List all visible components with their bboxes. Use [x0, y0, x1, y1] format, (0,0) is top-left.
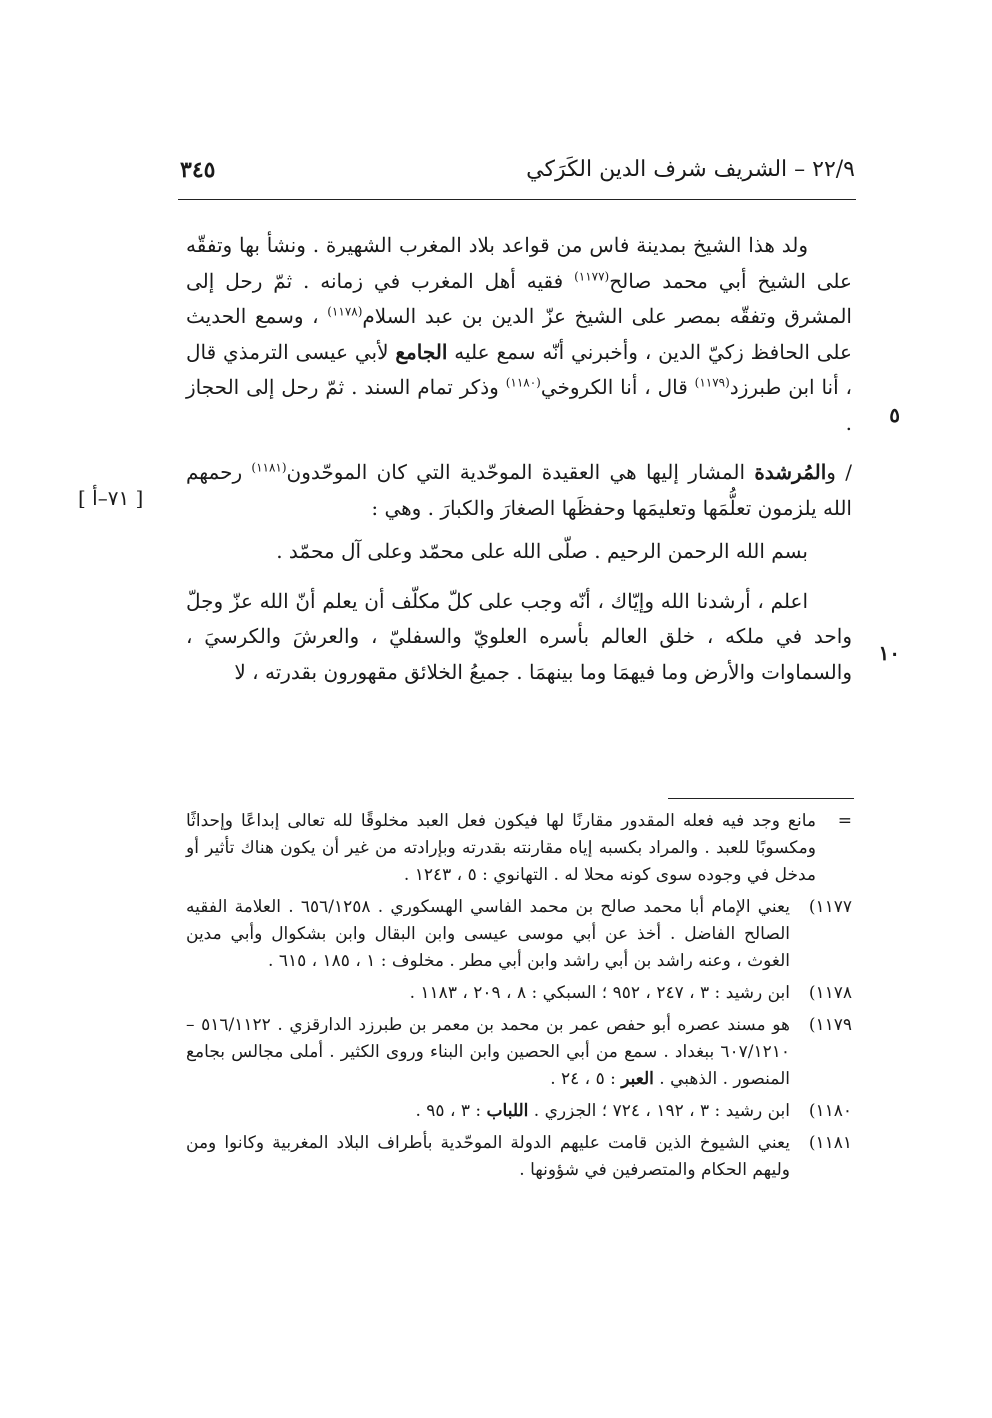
footnote-rule — [668, 798, 854, 799]
page-number: ٣٤٥ — [180, 157, 216, 183]
running-header — [180, 150, 855, 190]
footnote-ref-1177: (١١٧٧) — [574, 268, 610, 283]
footnote-ref-1179: (١١٧٩) — [694, 375, 730, 390]
footnote-number: ١١٨١) — [808, 1133, 852, 1153]
paragraph-basmala: بسم الله الرحمن الرحيم . صلّى الله على محمّد وعلى آل محمّد . — [276, 539, 808, 563]
footnote-text: : ٥ ، ٢٤ . — [550, 1069, 622, 1089]
footnote-number: ١١٨٠) — [808, 1101, 852, 1121]
footnote-number: ١١٧٨) — [808, 983, 852, 1003]
text-run: المشار إليها هي العقيدة الموحّدية التي كان الموحّدون — [286, 460, 755, 484]
text-run: ، وسمع الحديث على الحافظ زكيّ الدين ، وأخبرني أنّه سمع عليه — [186, 304, 852, 364]
margin-line-number-10: ١٠ — [878, 641, 900, 665]
footnote-text: يعني الإمام أبا محمد صالح بن محمد الفاسي الهسكوري . ٦٥٦/١٢٥٨ . العلامة الفقيه الصالح الفاضل . أخذ عن أبي موسى عيسى وابن البقال وابن بشكوال وأبي مدين الغوث ، وعنه راشد بن أبي راشد وابن أبي مطر . مخلوف : ١ ، ١٨٥ ، ٦١٥ . — [186, 897, 790, 971]
text-run: قال ، أنا الكروخي — [540, 375, 695, 399]
footnote-number: ١١٧٧) — [808, 897, 852, 917]
footnote-ref-1180: (١١٨٠) — [505, 375, 541, 390]
footnote-1177 — [186, 894, 852, 975]
paragraph-biography — [186, 228, 852, 441]
footnote-text: : ٣ ، ٩٥ . — [415, 1101, 487, 1121]
footnote-number: ١١٧٩) — [808, 1015, 852, 1035]
book-title-ibar: العبر — [621, 1069, 654, 1089]
margin-line-number-5: ٥ — [889, 403, 900, 427]
text-run: رحمهم الله يلزمون تعلُّمَها وتعليمَها وحفظَها الصغارَ والكبارَ . وهي : — [186, 460, 852, 520]
main-text — [186, 228, 852, 690]
footnote-text: ابن رشيد : ٣ ، ١٩٢ ، ٧٢٤ ؛ الجزري . — [528, 1101, 790, 1121]
footnote-ref-1181: (١١٨١) — [251, 460, 287, 475]
footnote-1180 — [186, 1098, 852, 1125]
text-run: / و — [826, 460, 852, 484]
text-run: ولد هذا الشيخ بمدينة فاس من قواعد بلاد المغرب الشهيرة . ونشأ بها وتفقّه على الشيخ أبي محمد صالح — [186, 233, 852, 293]
footnote-marker: = — [837, 811, 852, 831]
footnotes — [186, 808, 852, 1189]
folio-reference: [ ٧١–أ ] — [78, 486, 144, 510]
paragraph-aqida: اعلم ، أرشدنا الله وإيّاك ، أنّه وجب على كلّ مكلّف أن يعلم أنّ الله عزّ وجلّ واحد في ملكه ، خلق العالم بأسره العلويّ والسفليّ ، والعرشَ والكرسيَ ، والسماوات والأرض وما فيهمَا وما بينهمَا . جميعُ الخلائق مقهورون بقدرته ، لا — [186, 588, 852, 684]
term-murshida: المُرشدة — [754, 460, 827, 484]
footnote-text: هو مسند عصره أبو حفص عمر بن محمد بن معمر بن طبرزد الدارقزي . ٥١٦/١١٢٢ – ٦٠٧/١٢١٠ ببغداد . سمع من أبي الحصين وابن البناء وروى الكثير . أملى مجالس بجامع المنصور . الذهبي . — [186, 1015, 790, 1089]
footnote-ref-1178: (١١٧٨) — [327, 304, 363, 319]
text-run: وذكر تمام السند . ثمّ رحل إلى الحجاز . — [186, 375, 852, 435]
header-rule — [178, 199, 856, 200]
footnote-text: ابن رشيد : ٣ ، ٢٤٧ ، ٩٥٢ ؛ السبكي : ٨ ، ٢٠٩ ، ١١٨٣ . — [409, 983, 790, 1003]
book-title-lubab: اللباب — [486, 1101, 529, 1121]
footnote-1181 — [186, 1130, 852, 1184]
text-run: فقيه أهل المغرب في زمانه . ثمّ رحل إلى المشرق وتفقّه بمصر على الشيخ عزّ الدين بن عبد السلام — [186, 268, 852, 328]
footnote-continued — [186, 808, 852, 889]
text-run: لأبي عيسى الترمذي قال ، أنا ابن طبرزد — [186, 339, 852, 399]
book-title-jami: الجامع — [395, 339, 448, 364]
header-title: ٢٢/٩ – الشريف شرف الدين الكَرَكي — [526, 157, 855, 182]
footnote-1179 — [186, 1012, 852, 1093]
footnote-text: مانع وجد فيه فعله المقدور مقارنًا لها فيكون فعل العبد مخلوقًا لله تعالى إبداعًا وإحداثًا ومكسوبًا للعبد . والمراد بكسبه إياه مقارنته بقدرته وبإرادته من غير أن يكون هناك تأثير أو مدخل في وجوده سوى كونه محلا له . التهانوي : ٥ ، ١٢٤٣ . — [186, 811, 816, 885]
paragraph-murshida — [186, 455, 852, 526]
footnote-text: يعني الشيوخ الذين قامت عليهم الدولة الموحّدية بأطراف البلاد المغربية وكانوا ومن وليهم الحكام والمتصرفين في شؤونها . — [186, 1133, 790, 1180]
footnote-1178 — [186, 980, 852, 1007]
